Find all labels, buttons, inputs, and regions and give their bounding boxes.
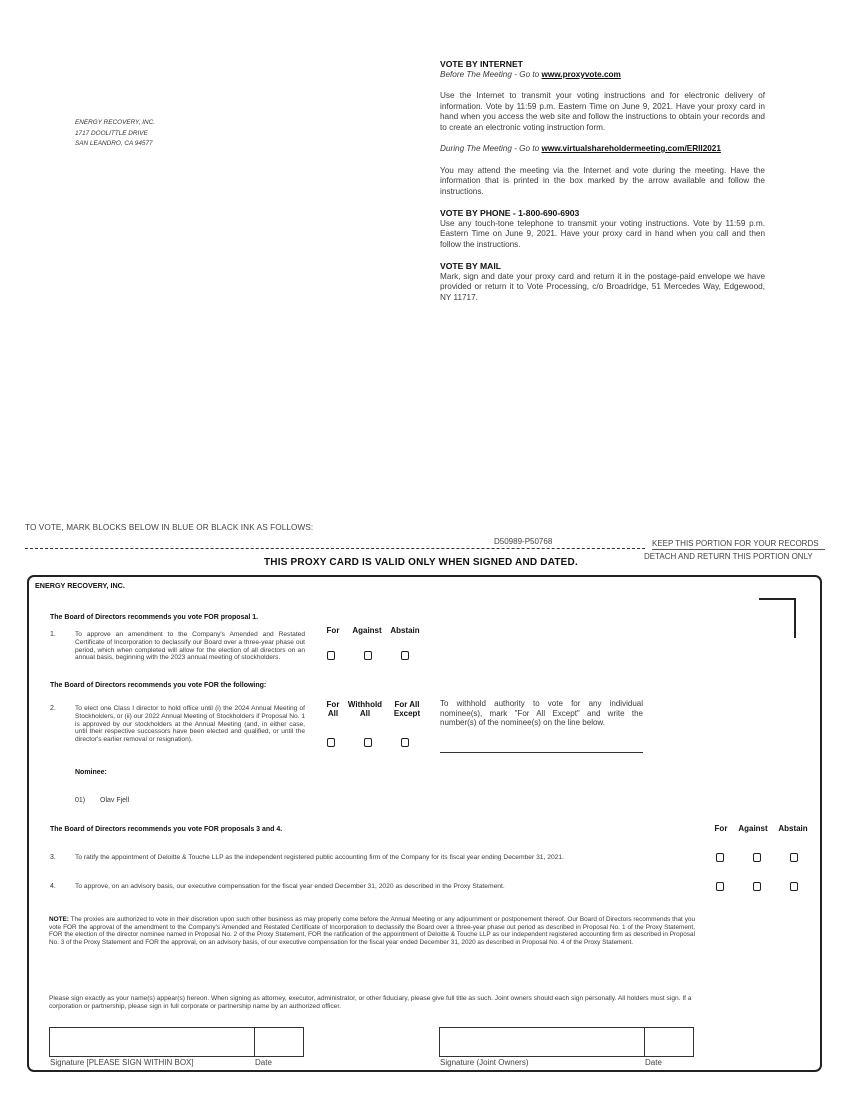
recommendation-3: The Board of Directors recommends you vote FOR proposals 3 and 4. bbox=[50, 826, 283, 833]
p34-col-for: For bbox=[714, 824, 728, 833]
internet-heading: VOTE BY INTERNET bbox=[440, 59, 523, 69]
p2-col-for-all-except: For All Except bbox=[393, 700, 421, 718]
proxyvote-link[interactable]: www.proxyvote.com bbox=[541, 69, 621, 79]
mail-heading: VOTE BY MAIL bbox=[440, 261, 501, 271]
p1-against-checkbox[interactable] bbox=[364, 651, 372, 660]
proposal-1-text: To approve an amendment to the Company's Amended and Restated Certificate of Incorporation to declassify our Board over a three-year phase out period, which when completed will allow for the election of all directors on an annual basis, beginning with the 2023 annual meeting of stockholders. bbox=[75, 631, 305, 662]
nominee-label: Nominee: bbox=[75, 769, 107, 776]
proposal-2-text: To elect one Class I director to hold office until (i) the 2024 Annual Meeting of Stockholders, or (ii) our 2022 Annual Meeting of Stockholders if Proposal No. 1 is approved by our stockholders at the Annual Meeting (and, in either case, until their respective successors have been elected and qualified, or until the director's earlier removal or resignation). bbox=[75, 705, 305, 744]
signing-instructions: Please sign exactly as your name(s) appear(s) hereon. When signing as attorney, executor, administrator, or other fiduciary, please give full title as such. Joint owners should each sign personally. All holders must sign. If a corporation or partnership, please sign in full corporate or partnership name by an authorized officer. bbox=[49, 995, 692, 1010]
proposal-4-text: To approve, on an advisory basis, our executive compensation for the fiscal year ended December 31, 2020 as described in the Proxy Statement. bbox=[75, 883, 505, 890]
p2-for-all-except-checkbox[interactable] bbox=[401, 738, 409, 747]
p34-col-against: Against bbox=[738, 824, 768, 833]
p1-abstain-checkbox[interactable] bbox=[401, 651, 409, 660]
company-name: ENERGY RECOVERY, INC. bbox=[75, 119, 156, 126]
p3-for-checkbox[interactable] bbox=[716, 853, 724, 862]
p3-against-checkbox[interactable] bbox=[753, 853, 761, 862]
p4-for-checkbox[interactable] bbox=[716, 882, 724, 891]
p4-abstain-checkbox[interactable] bbox=[790, 882, 798, 891]
note-label: NOTE: bbox=[49, 916, 69, 923]
p2-withhold-all-checkbox[interactable] bbox=[364, 738, 372, 747]
p1-col-for: For bbox=[326, 626, 340, 635]
proposal-3-text: To ratify the appointment of Deloitte & Touche LLP as the independent registered public accounting firm of the Company for its fiscal year ending December 31, 2021. bbox=[75, 854, 564, 861]
p1-col-against: Against bbox=[352, 626, 382, 635]
p2-for-all-checkbox[interactable] bbox=[327, 738, 335, 747]
joint-date-box[interactable] bbox=[644, 1027, 694, 1057]
phone-heading: VOTE BY PHONE - 1-800-690-6903 bbox=[440, 208, 580, 218]
signature-date-label: Date bbox=[255, 1058, 272, 1067]
voting-instructions: VOTE BY INTERNET Before The Meeting - Go to www.proxyvote.com Use the Internet to transmit your voting instructions and for electronic delivery of information. Vote by 11:59 p.m. Eastern Time on June 9, 2021. Have your proxy card in hand when you access the web site and follow the instructions to obtain your records and to create an electronic voting instruction form. During The Meeting - Go to www.virtualshareholdermeeting.com/ERII2021 You may attend the meeting via the Internet and vote during the meeting. Have the information that is printed in the box marked by the arrow available and follow the instructions. VOTE BY PHONE - 1-800-690-6903 Use any touch-tone telephone to transmit your voting instructions. Vote by 11:59 p.m. Eastern Time on June 9, 2021. Have your proxy card in hand when you call and then follow the instructions. VOTE BY MAIL Mark, sign and date your proxy card and return it in the postage-paid envelope we have provided or return it to Vote Processing, c/o Broadridge, 51 Mercedes Way, Edgewood, NY 11717. bbox=[440, 59, 765, 302]
company-address bbox=[75, 118, 155, 150]
during-meeting-text: You may attend the meeting via the Internet and vote during the meeting. Have the information that is printed in the box marked by the arrow available and follow the instructions. bbox=[440, 165, 765, 196]
withhold-instructions: To withhold authority to vote for any individual nominee(s), mark "For All Except" and write the number(s) of the nominee(s) on the line below. bbox=[440, 699, 643, 728]
p1-col-abstain: Abstain bbox=[390, 626, 420, 635]
keep-underline bbox=[652, 549, 825, 550]
joint-date-label: Date bbox=[645, 1058, 662, 1067]
recommendation-1: The Board of Directors recommends you vote FOR proposal 1. bbox=[50, 614, 259, 621]
before-meeting-label: Before The Meeting bbox=[440, 69, 512, 79]
proposal-1-number: 1. bbox=[50, 631, 56, 638]
proxy-note bbox=[49, 916, 695, 946]
signature-date-box[interactable] bbox=[254, 1027, 304, 1057]
p4-against-checkbox[interactable] bbox=[753, 882, 761, 891]
detach-dashed-line bbox=[25, 548, 645, 549]
valid-notice: THIS PROXY CARD IS VALID ONLY WHEN SIGNED AND DATED. bbox=[264, 557, 578, 568]
proposal-2-number: 2. bbox=[50, 705, 56, 712]
p2-col-for-all: For All bbox=[326, 700, 340, 718]
company-city: SAN LEANDRO, CA 94577 bbox=[75, 140, 153, 147]
before-meeting-text: Use the Internet to transmit your voting instructions and for electronic delivery of information. Vote by 11:59 p.m. Eastern Time on June 9, 2021. Have your proxy card in hand when you access the web site and follow the instructions to obtain your records and to create an electronic voting instruction form. bbox=[440, 91, 765, 132]
recommendation-2: The Board of Directors recommends you vote FOR the following: bbox=[50, 682, 267, 689]
note-text: The proxies are authorized to vote in their discretion upon such other business as may properly come before the Annual Meeting or any adjournment or postponement thereof. Our Board of Directors recommends that you vote FOR the approval of the amendment to the Company's Amended and Restated Certificate of Incorporation to declassify the Board over a three-year phase out period as described in Proposal No. 1 of the Proxy Statement, FOR the election of the director nominee named in Proposal No. 2 of the Proxy Statement, FOR the ratification of the appointment of Deloitte & Touche LLP as our independent registered accounting firm as described in Proposal No. 3 of the Proxy Statement and FOR the approval, on an advisory basis, of our executive compensation for the fiscal year ended December 31, 2020 as described in Proposal No. 4 of the Proxy Statement. bbox=[49, 916, 695, 946]
phone-text: Use any touch-tone telephone to transmit your voting instructions. Vote by 11:59 p.m. Eastern Time on June 9, 2021. Have your proxy card in hand when you call and then follow the instructions. bbox=[440, 218, 765, 249]
nominee-name: Olav Fjell bbox=[100, 797, 130, 804]
virtual-meeting-link[interactable]: www.virtualshareholdermeeting.com/ERII2021 bbox=[541, 144, 721, 153]
mark-instructions: TO VOTE, MARK BLOCKS BELOW IN BLUE OR BLACK INK AS FOLLOWS: bbox=[25, 523, 314, 532]
arrow-corner-mark bbox=[759, 598, 796, 638]
card-company-name: ENERGY RECOVERY, INC. bbox=[35, 581, 125, 590]
joint-signature-label: Signature (Joint Owners) bbox=[440, 1058, 529, 1067]
proposal-4-number: 4. bbox=[50, 883, 56, 890]
p3-abstain-checkbox[interactable] bbox=[790, 853, 798, 862]
signature-box[interactable] bbox=[49, 1027, 255, 1057]
keep-portion-label: KEEP THIS PORTION FOR YOUR RECORDS bbox=[652, 539, 819, 548]
company-street: 1717 DOOLITTLE DRIVE bbox=[75, 129, 148, 137]
p1-for-checkbox[interactable] bbox=[327, 651, 335, 660]
proposal-3-number: 3. bbox=[50, 854, 56, 861]
p2-col-withhold-all: Withhold All bbox=[347, 700, 383, 718]
p34-col-abstain: Abstain bbox=[778, 824, 808, 833]
nominee-write-in-line[interactable] bbox=[440, 752, 643, 753]
control-code: D50989-P50768 bbox=[494, 537, 553, 546]
mail-text: Mark, sign and date your proxy card and return it in the postage-paid envelope we have provided or return it to Vote Processing, c/o Broadridge, 51 Mercedes Way, Edgewood, NY 11717. bbox=[440, 271, 765, 302]
joint-signature-box[interactable] bbox=[439, 1027, 645, 1057]
detach-return-label: DETACH AND RETURN THIS PORTION ONLY bbox=[644, 552, 813, 561]
during-meeting-label: During The Meeting bbox=[440, 144, 512, 153]
nominee-number: 01) bbox=[75, 797, 86, 804]
signature-label: Signature [PLEASE SIGN WITHIN BOX] bbox=[50, 1058, 194, 1067]
